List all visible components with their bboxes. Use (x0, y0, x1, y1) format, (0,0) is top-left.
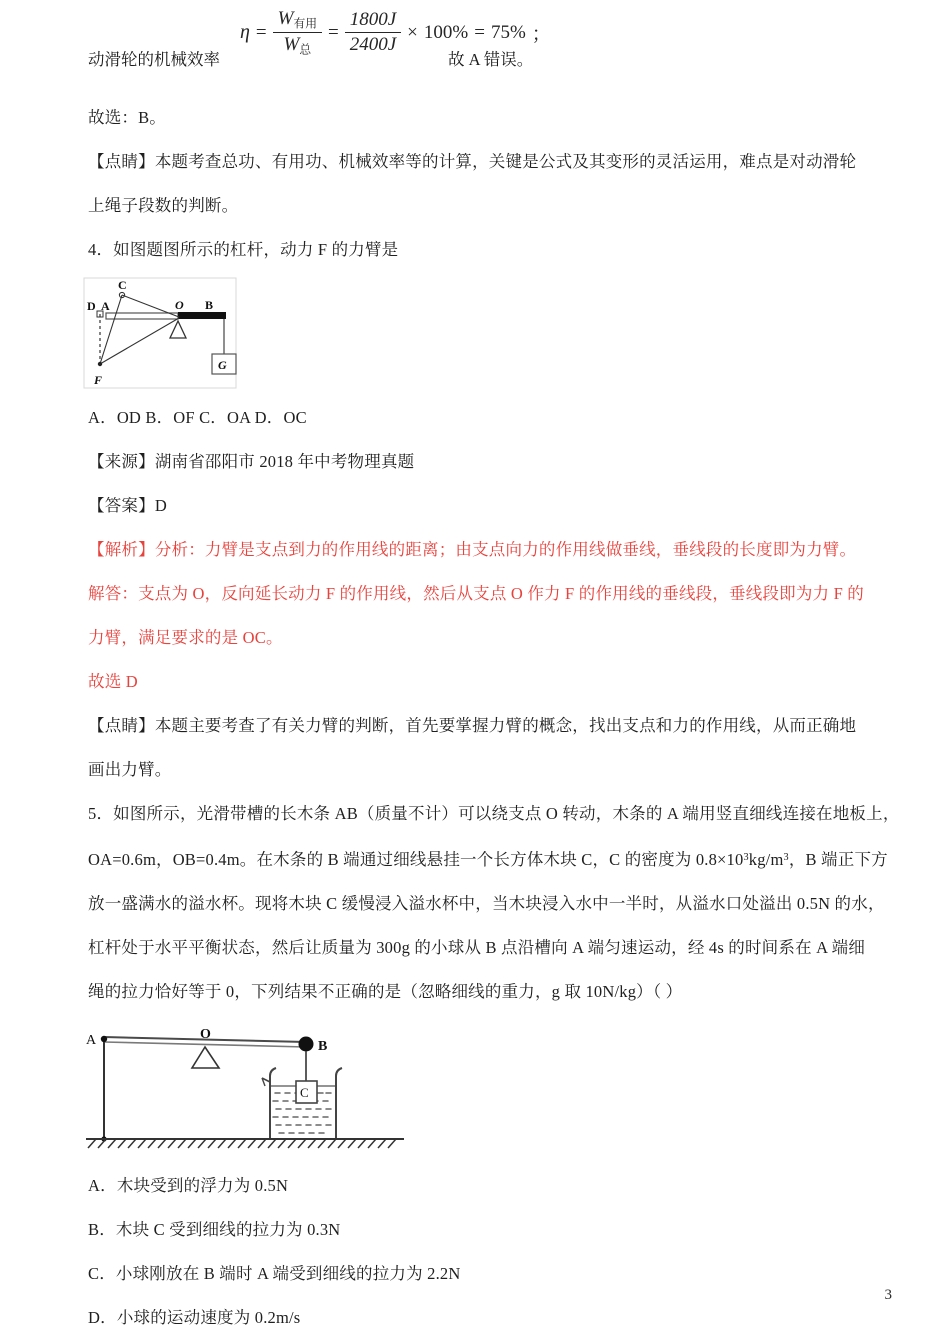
equals-1: = (255, 21, 267, 43)
question-4-pointer-line-1 (88, 704, 888, 748)
option-c-text: 小球刚放在 B 端时 A 端受到细线的拉力为 2.2N (115, 1263, 461, 1283)
q5-volume-exponent: 3 (783, 852, 789, 863)
question-4-options: A．OD B．OF C．OA D．OC (88, 408, 307, 427)
analysis-label: 【解析】 (88, 540, 155, 559)
svg-text:A: A (101, 299, 110, 313)
q3-pointer-label: 【点睛】 (88, 152, 155, 171)
option-a-key: A． (88, 1175, 117, 1195)
q3-pointer-line-1 (88, 140, 888, 184)
fraction-denominator-2400j: 2400J (349, 34, 397, 56)
lever-overflow-cup-diagram (74, 1020, 888, 1160)
lever-force-arm-svg (82, 276, 252, 391)
formula-suffix-text: 故 A 错误。 (448, 50, 534, 69)
semicolon: ； (531, 24, 551, 46)
analysis-line-1 (88, 528, 888, 572)
multiply-sign: × (407, 21, 418, 43)
fraction-numerator-useful-work: $W_{有用}$ (277, 8, 318, 31)
option-c-key: C． (88, 1263, 116, 1283)
question-5-stem-line-2 (88, 836, 888, 882)
svg-text:O: O (200, 1026, 211, 1042)
analysis-line-2: 解答：支点为 O，反向延长动力 F 的作用线，然后从支点 O 作力 F 的作用线的垂线段，垂线段即为力 F 的 (88, 584, 864, 603)
lever-force-arm-diagram (82, 276, 888, 394)
svg-text:C: C (118, 278, 127, 292)
q5-stem-2c: ，B 端正下方 (788, 849, 888, 869)
page-content (86, 0, 900, 1340)
q5-density-exponent: 3 (743, 852, 749, 863)
equals-3: = (474, 21, 485, 43)
question-5-option-a (88, 1164, 888, 1208)
source-label: 【来源】 (88, 452, 155, 471)
question-5-option-b (88, 1208, 888, 1252)
question-5-stem-line-3: 放一盛满水的溢水杯。现将木块 C 缓慢浸入溢水杯中，当木块浸入水中一半时，从溢水口处溢出 0.5N 的水， (88, 893, 885, 913)
fraction-joule-ratio (345, 9, 401, 56)
q5-stem-2b: kg/m (748, 849, 784, 869)
lever-overflow-cup-svg (74, 1020, 454, 1160)
analysis-line-4: 故选 D (88, 672, 138, 691)
percent-100: 100% (423, 21, 469, 43)
option-b-text: 木块 C 受到细线的拉力为 0.3N (115, 1219, 341, 1239)
q4-pointer-label: 【点睛】 (88, 716, 155, 735)
q3-pointer-text-1: 本题考查总功、有用功、机械效率等的计算，关键是公式及其变形的灵活运用，难点是对动滑轮 (154, 152, 857, 171)
fraction-work-ratio (273, 8, 322, 57)
option-d-text: 小球的运动速度为 0.2m/s (116, 1307, 301, 1327)
formula-prefix-text: 动滑轮的机械效率 (88, 50, 220, 69)
svg-text:A: A (86, 1032, 97, 1048)
answer-label: 【答案】 (88, 496, 155, 515)
question-5-option-d (88, 1296, 888, 1340)
svg-text:C: C (300, 1084, 309, 1100)
equals-2: = (328, 21, 339, 43)
fraction-denominator-total-work: $W_总$ (283, 34, 312, 57)
option-d-key: D． (88, 1307, 117, 1327)
q5-stem-2a: OA=0.6m，OB=0.4m。在木条的 B 端通过细线悬挂一个长方体木块 C，C 的密度为 0.8×10 (88, 849, 744, 869)
svg-text:G: G (218, 358, 227, 372)
q4-pointer-text-1: 本题主要考查了有关力臂的判断，首先要掌握力臂的概念，找出支点和力的作用线，从而正确地 (154, 716, 857, 735)
q3-choice-line: 故选：B。 (88, 108, 167, 127)
svg-text:D: D (87, 299, 96, 313)
efficiency-result: 75% (490, 21, 526, 43)
question-4-answer-line (88, 484, 888, 528)
question-5-option-c (88, 1252, 888, 1296)
analysis-line-3: 力臂，满足要求的是 OC。 (88, 628, 283, 647)
svg-text:O: O (175, 298, 184, 312)
question-4-stem: 4．如图题图所示的杠杆，动力 F 的力臂是 (88, 240, 399, 259)
source-text: 湖南省邵阳市 2018 年中考物理真题 (154, 452, 415, 471)
question-5-stem-line-4: 杠杆处于水平平衡状态，然后让质量为 300g 的小球从 B 点沿槽向 A 端匀速运动，经 4s 的时间系在 A 端细 (88, 937, 866, 957)
question-4-pointer-line-2: 画出力臂。 (88, 760, 172, 779)
analysis-text-1: 分析：力臂是支点到力的作用线的距离；由支点向力的作用线做垂线，垂线段的长度即为力臂。 (154, 540, 857, 559)
svg-text:B: B (318, 1038, 328, 1054)
eta-symbol: η (240, 21, 250, 44)
svg-text:F: F (94, 373, 103, 387)
fraction-numerator-1800j: 1800J (349, 9, 397, 30)
option-b-key: B． (88, 1219, 116, 1239)
answer-text: D (154, 496, 167, 515)
question-5-stem-line-5: 绳的拉力恰好等于 0，下列结果不正确的是（忽略细线的重力，g 取 10N/kg）（ ） (88, 981, 683, 1001)
mechanical-efficiency-formula-row (88, 0, 888, 96)
option-a-text: 木块受到的浮力为 0.5N (116, 1175, 289, 1195)
page-number: 3 (884, 1287, 892, 1303)
q3-pointer-line-2: 上绳子段数的判断。 (88, 196, 239, 215)
question-5-stem-line-1: 5．如图所示，光滑带槽的长木条 AB（质量不计）可以绕支点 O 转动，木条的 A 端用竖直细线连接在地板上， (88, 804, 900, 823)
question-4-source-line (88, 440, 888, 484)
question-4-analysis-block (88, 528, 888, 704)
svg-text:B: B (205, 298, 214, 312)
